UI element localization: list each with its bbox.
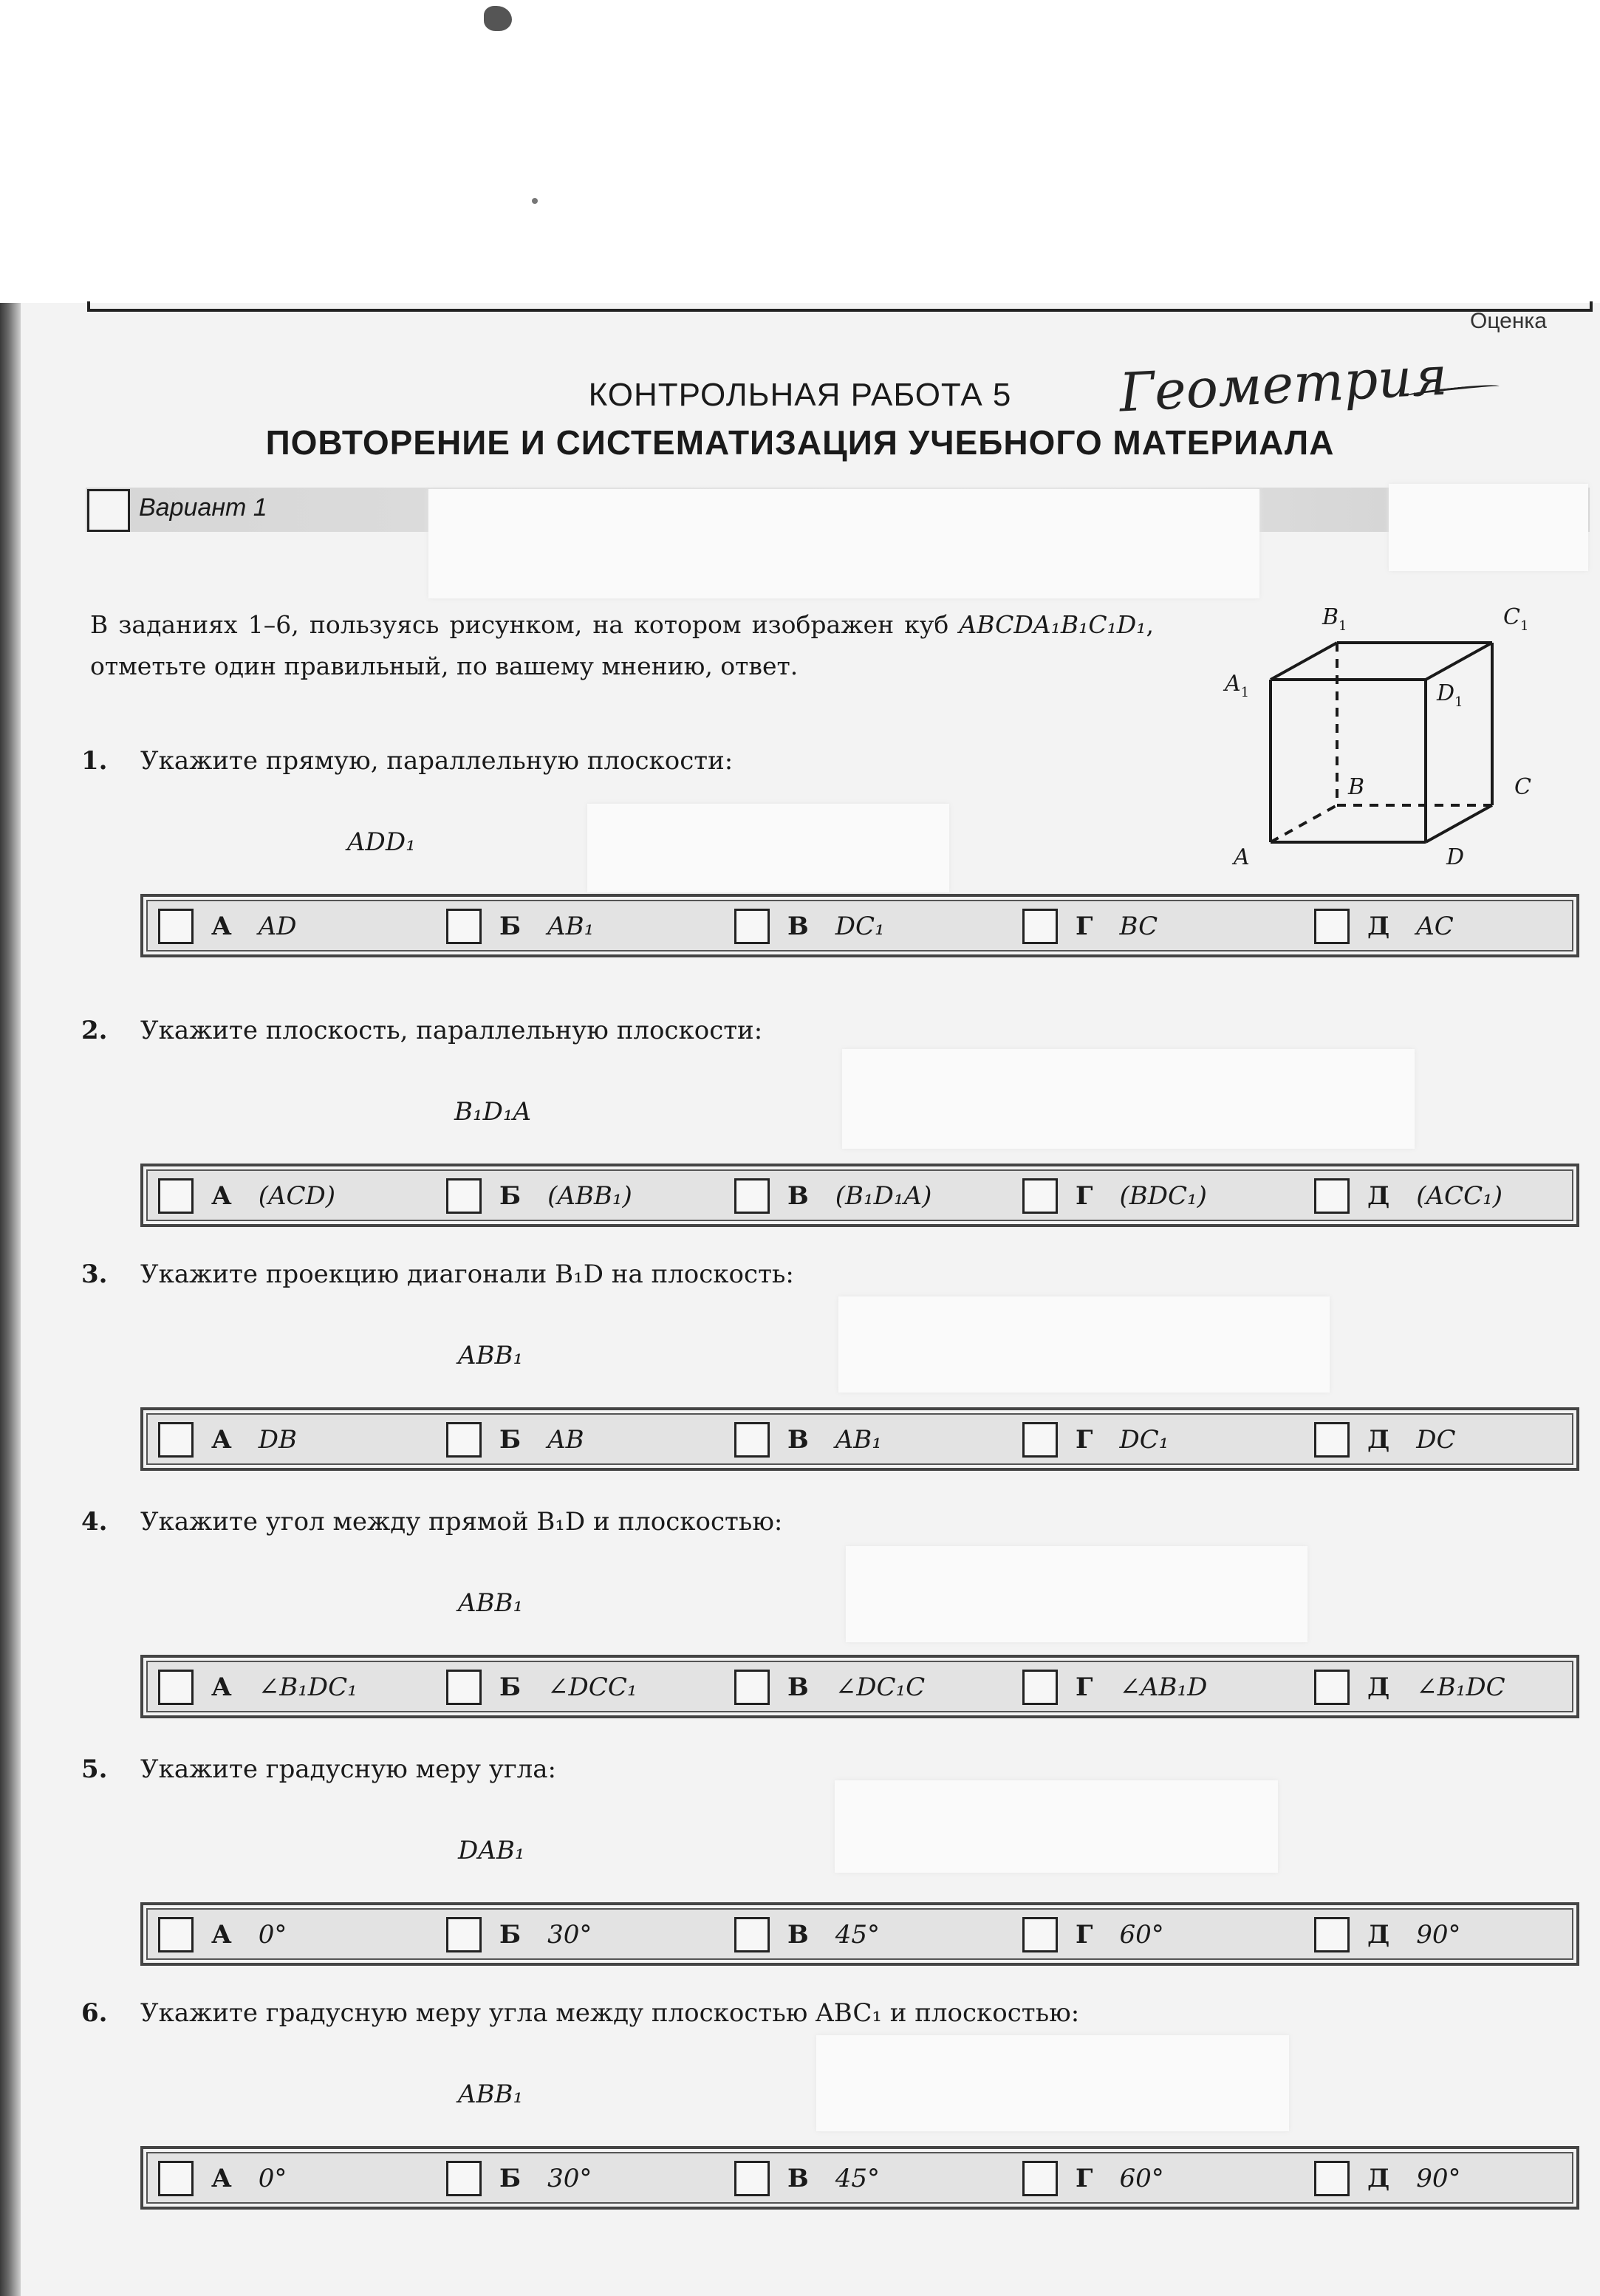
answer-value: ∠DC₁C xyxy=(835,1673,926,1702)
grade-label: Оценка xyxy=(1470,309,1547,333)
answer-value: 30° xyxy=(547,2164,592,2193)
answer-checkbox[interactable] xyxy=(1022,2161,1058,2196)
answer-options-row xyxy=(140,2146,1579,2210)
question-text: Укажите прямую, параллельную плоскости: xyxy=(140,746,734,776)
answer-option[interactable] xyxy=(1022,907,1158,946)
answer-value: ∠B₁DC xyxy=(1416,1673,1505,1702)
answer-letter: Д xyxy=(1367,1425,1390,1455)
question-number: 5. xyxy=(81,1755,108,1784)
answer-option[interactable] xyxy=(1314,1421,1456,1459)
cube-edge xyxy=(1271,643,1337,680)
answer-option[interactable] xyxy=(446,1916,592,1954)
answer-option[interactable] xyxy=(446,2159,592,2198)
question-text: Укажите градусную меру угла: xyxy=(140,1755,556,1784)
question-object: ADD₁ xyxy=(347,827,416,857)
answer-option[interactable] xyxy=(158,2159,287,2198)
blank-patch xyxy=(816,2035,1289,2131)
answer-value: 45° xyxy=(835,1920,881,1950)
answer-checkbox[interactable] xyxy=(734,1422,770,1458)
answer-value: AB₁ xyxy=(835,1425,882,1455)
answer-options-row xyxy=(140,1655,1579,1718)
question-number: 2. xyxy=(81,1016,108,1045)
answer-letter: А xyxy=(211,1181,232,1211)
answer-letter: А xyxy=(211,1673,232,1702)
answer-option[interactable] xyxy=(158,1177,335,1215)
answer-value: (ACC₁) xyxy=(1416,1181,1502,1211)
answer-letter: Д xyxy=(1367,1920,1390,1950)
answer-option[interactable] xyxy=(446,907,594,946)
answer-value: AC xyxy=(1416,912,1454,941)
answer-checkbox[interactable] xyxy=(1022,1178,1058,1214)
answer-checkbox[interactable] xyxy=(1022,1670,1058,1705)
answer-checkbox[interactable] xyxy=(734,1670,770,1705)
answer-checkbox[interactable] xyxy=(1314,1917,1350,1952)
answer-checkbox[interactable] xyxy=(734,1917,770,1952)
question-object: ABB₁ xyxy=(458,1588,524,1618)
answer-value: (ACD) xyxy=(258,1181,336,1211)
answer-letter: В xyxy=(787,1425,809,1455)
vertex-d1-label: $D_1$ xyxy=(1437,680,1463,710)
answer-checkbox[interactable] xyxy=(446,1670,482,1705)
answer-option[interactable] xyxy=(1022,2159,1164,2198)
question-object: DAB₁ xyxy=(458,1836,525,1865)
answer-checkbox[interactable] xyxy=(446,1917,482,1952)
handwritten-subject: Геометрия xyxy=(1118,344,1449,424)
answer-checkbox[interactable] xyxy=(446,1422,482,1458)
answer-letter: Г xyxy=(1076,1673,1093,1702)
answer-option[interactable] xyxy=(1022,1916,1164,1954)
answer-option[interactable] xyxy=(1314,2159,1461,2198)
answer-option[interactable] xyxy=(446,1177,632,1215)
answer-letter: Б xyxy=(499,1425,522,1455)
answer-checkbox[interactable] xyxy=(734,2161,770,2196)
answer-checkbox[interactable] xyxy=(1314,1178,1350,1214)
cube-edge xyxy=(1426,805,1492,842)
answer-value: AB xyxy=(547,1425,584,1455)
question-text: Укажите проекцию диагонали B₁D на плоскость: xyxy=(140,1260,794,1289)
answer-letter: Д xyxy=(1367,1181,1390,1211)
answer-letter: Б xyxy=(499,912,522,941)
answer-letter: Б xyxy=(499,1920,522,1950)
answer-value: 45° xyxy=(835,2164,881,2193)
answer-value: 60° xyxy=(1119,2164,1164,2193)
answer-letter: В xyxy=(787,2164,809,2193)
answer-value: 30° xyxy=(547,1920,592,1950)
answer-checkbox[interactable] xyxy=(158,909,194,944)
answer-value: 60° xyxy=(1119,1920,1164,1950)
answer-checkbox[interactable] xyxy=(1314,909,1350,944)
answer-letter: В xyxy=(787,912,809,941)
answer-value: AB₁ xyxy=(547,912,595,941)
blank-patch xyxy=(835,1780,1278,1873)
answer-letter: Г xyxy=(1076,912,1093,941)
answer-value: BC xyxy=(1119,912,1158,941)
answer-value: 90° xyxy=(1416,1920,1461,1950)
answer-letter: Д xyxy=(1367,1673,1390,1702)
answer-letter: Д xyxy=(1367,2164,1390,2193)
cube-hidden-edge xyxy=(1271,805,1337,842)
answer-option[interactable] xyxy=(158,907,297,946)
vertex-d-label: D xyxy=(1446,844,1465,870)
cube-name: ABCDA₁B₁C₁D₁ xyxy=(959,610,1146,639)
question-text: Укажите угол между прямой B₁D и плоскостью: xyxy=(140,1507,783,1537)
answer-letter: Г xyxy=(1076,1181,1093,1211)
answer-option[interactable] xyxy=(158,1668,358,1706)
answer-value: DC₁ xyxy=(835,912,885,941)
test-title: КОНТРОЛЬНАЯ РАБОТА 5 xyxy=(588,377,1012,413)
answer-letter: Д xyxy=(1367,912,1390,941)
answer-letter: А xyxy=(211,2164,232,2193)
variant-label: Вариант 1 xyxy=(139,493,267,522)
instructions xyxy=(90,604,1154,687)
answer-option[interactable] xyxy=(734,1177,931,1215)
answer-letter: Б xyxy=(499,1673,522,1702)
answer-option[interactable] xyxy=(446,1421,584,1459)
question-number: 1. xyxy=(81,746,108,776)
answer-value: ∠B₁DC₁ xyxy=(258,1673,358,1702)
question-text: Укажите плоскость, параллельную плоскости: xyxy=(140,1016,763,1045)
answer-value: AD xyxy=(258,912,297,941)
answer-option[interactable] xyxy=(734,1916,880,1954)
vertex-a-label: A xyxy=(1234,844,1250,870)
answer-checkbox[interactable] xyxy=(158,1422,194,1458)
answer-value: (ABB₁) xyxy=(547,1181,632,1211)
answer-option[interactable] xyxy=(1022,1668,1207,1706)
test-subtitle: ПОВТОРЕНИЕ И СИСТЕМАТИЗАЦИЯ УЧЕБНОГО МАТЕРИАЛА xyxy=(265,423,1335,462)
answer-value: DC₁ xyxy=(1119,1425,1169,1455)
answer-letter: В xyxy=(787,1181,809,1211)
answer-checkbox[interactable] xyxy=(1314,1422,1350,1458)
sheet-shadow-edge xyxy=(0,303,21,2296)
answer-options-row xyxy=(140,894,1579,957)
answer-option[interactable] xyxy=(734,1421,882,1459)
instructions-text-end: , отметьте один правильный, по вашему мнению, ответ. xyxy=(90,610,1154,680)
answer-value: (BDC₁) xyxy=(1119,1181,1207,1211)
answer-letter: Б xyxy=(499,1181,522,1211)
question-object: ABB₁ xyxy=(458,1341,524,1370)
cube-edge xyxy=(1426,643,1492,680)
blank-patch xyxy=(846,1546,1307,1642)
answer-letter: В xyxy=(787,1920,809,1950)
answer-checkbox[interactable] xyxy=(1022,1422,1058,1458)
answer-letter: А xyxy=(211,1425,232,1455)
blank-patch xyxy=(587,804,949,892)
answer-option[interactable] xyxy=(1314,1668,1505,1706)
answer-checkbox[interactable] xyxy=(1314,2161,1350,2196)
answer-letter: Г xyxy=(1076,1920,1093,1950)
answer-checkbox[interactable] xyxy=(158,1178,194,1214)
ink-dot xyxy=(532,198,538,204)
answer-option[interactable] xyxy=(1314,907,1454,946)
vertex-b-label: B xyxy=(1348,774,1365,800)
question-object: ABB₁ xyxy=(458,2080,524,2109)
vertex-b1-label: $B_1$ xyxy=(1322,604,1347,634)
answer-value: 90° xyxy=(1416,2164,1461,2193)
answer-value: (B₁D₁A) xyxy=(835,1181,932,1211)
answer-letter: Г xyxy=(1076,1425,1093,1455)
blank-patch xyxy=(428,489,1259,598)
answer-option[interactable] xyxy=(734,2159,880,2198)
vertex-a1-label: $A_1$ xyxy=(1225,671,1250,700)
answer-value: DB xyxy=(258,1425,297,1455)
answer-checkbox[interactable] xyxy=(734,909,770,944)
ink-blot xyxy=(484,6,512,31)
question-number: 6. xyxy=(81,1998,108,2028)
answer-value: 0° xyxy=(258,1920,287,1950)
answer-checkbox[interactable] xyxy=(158,1670,194,1705)
answer-checkbox[interactable] xyxy=(1314,1670,1350,1705)
answer-letter: Г xyxy=(1076,2164,1093,2193)
answer-option[interactable] xyxy=(734,907,885,946)
instructions-text: В заданиях 1–6, пользуясь рисунком, на котором изображен куб xyxy=(90,610,949,639)
answer-value: ∠AB₁D xyxy=(1119,1673,1208,1702)
answer-options-row xyxy=(140,1902,1579,1966)
question-text: Укажите градусную меру угла между плоскостью ABC₁ и плоскостью: xyxy=(140,1998,1080,2028)
answer-checkbox[interactable] xyxy=(446,909,482,944)
answer-option[interactable] xyxy=(1022,1177,1207,1215)
answer-option[interactable] xyxy=(1314,1916,1461,1954)
answer-checkbox[interactable] xyxy=(158,1917,194,1952)
answer-letter: А xyxy=(211,1920,232,1950)
answer-option[interactable] xyxy=(1314,1177,1502,1215)
answer-letter: Б xyxy=(499,2164,522,2193)
answer-options-row xyxy=(140,1164,1579,1227)
cube-figure xyxy=(1211,591,1551,872)
answer-letter: В xyxy=(787,1673,809,1702)
answer-checkbox[interactable] xyxy=(446,1178,482,1214)
variant-checkbox[interactable] xyxy=(87,489,130,532)
answer-checkbox[interactable] xyxy=(446,2161,482,2196)
blank-patch xyxy=(842,1049,1415,1149)
question-object: B₁D₁A xyxy=(454,1097,532,1127)
answer-option[interactable] xyxy=(1022,1421,1169,1459)
answer-checkbox[interactable] xyxy=(158,2161,194,2196)
answer-value: ∠DCC₁ xyxy=(547,1673,637,1702)
answer-option[interactable] xyxy=(158,1916,287,1954)
answer-options-row xyxy=(140,1407,1579,1471)
grade-frame xyxy=(87,301,1593,312)
answer-checkbox[interactable] xyxy=(734,1178,770,1214)
answer-option[interactable] xyxy=(446,1668,637,1706)
blank-patch xyxy=(838,1296,1330,1393)
answer-letter: А xyxy=(211,912,232,941)
answer-checkbox[interactable] xyxy=(1022,909,1058,944)
answer-value: DC xyxy=(1416,1425,1456,1455)
blank-patch xyxy=(1389,484,1588,571)
vertex-c1-label: $C_1$ xyxy=(1503,604,1529,634)
answer-option[interactable] xyxy=(158,1421,297,1459)
question-number: 3. xyxy=(81,1260,108,1289)
answer-checkbox[interactable] xyxy=(1022,1917,1058,1952)
answer-option[interactable] xyxy=(734,1668,925,1706)
question-number: 4. xyxy=(81,1507,108,1537)
answer-value: 0° xyxy=(258,2164,287,2193)
vertex-c-label: C xyxy=(1514,774,1531,800)
